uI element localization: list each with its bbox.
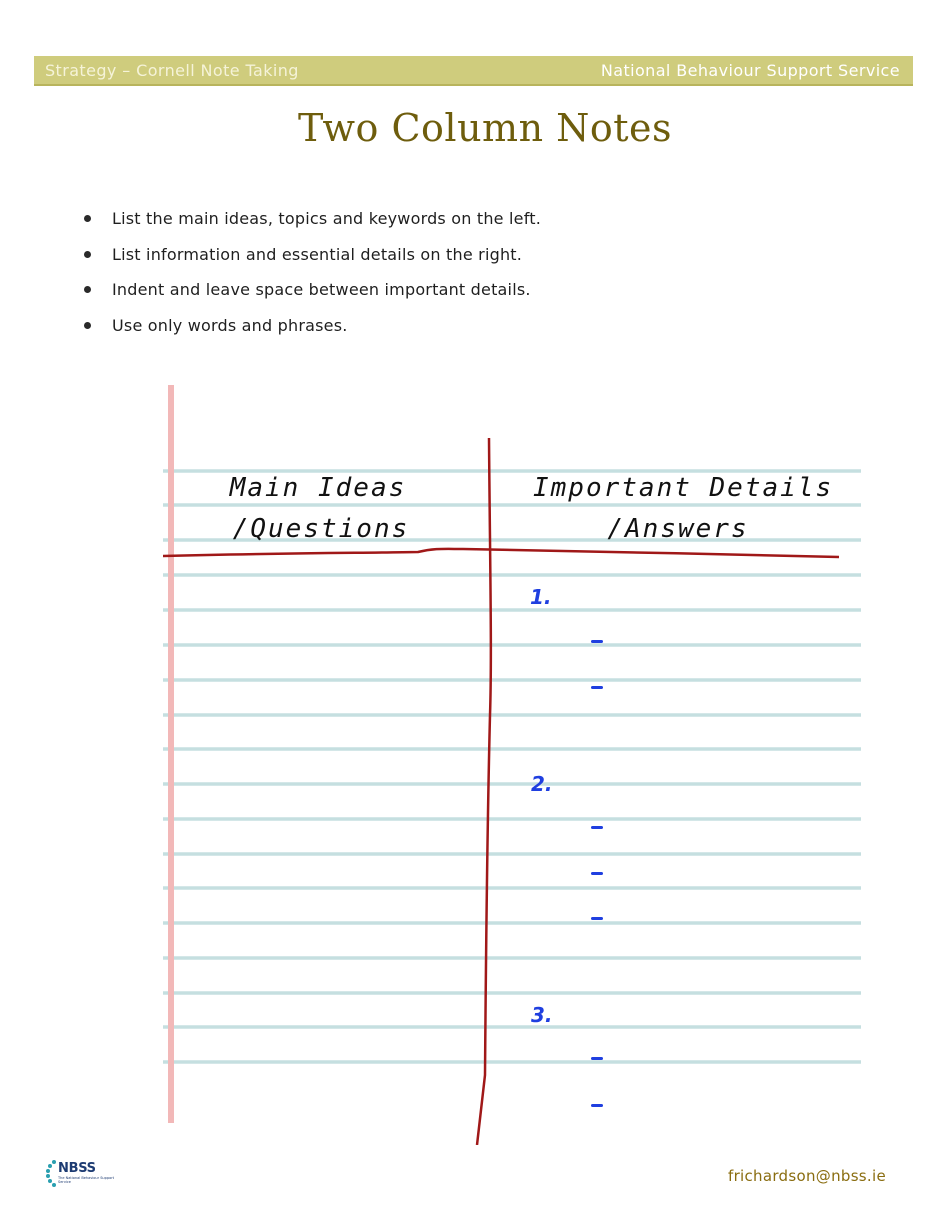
left-heading-line2: /Questions (232, 514, 410, 544)
logo-dots-icon (44, 1157, 58, 1191)
bullet-icon (84, 215, 91, 222)
note-number-1: 1. (530, 585, 552, 609)
logo-tagline: The National Behaviour Support Service (58, 1176, 115, 1184)
dash-mark (591, 640, 603, 643)
list-item: Indent and leave space between important details. (84, 280, 541, 316)
header-strategy-label: Strategy – Cornell Note Taking (45, 61, 299, 80)
ruled-lines (163, 471, 861, 1062)
right-heading-line1: Important Details (533, 473, 834, 503)
list-item: List information and essential details on the right. (84, 245, 541, 281)
page-title: Two Column Notes (297, 106, 673, 150)
vertical-divider (477, 438, 491, 1145)
note-number-2: 2. (531, 772, 553, 796)
dash-mark (591, 1104, 603, 1107)
bullet-icon (84, 251, 91, 258)
margin-line (168, 385, 174, 1123)
header-organization-label: National Behaviour Support Service (600, 61, 900, 80)
footer-email: frichardson@nbss.ie (727, 1167, 886, 1185)
header-bar (34, 56, 913, 86)
instruction-list (84, 209, 541, 351)
bullet-icon (84, 322, 91, 329)
bullet-icon (84, 286, 91, 293)
dash-mark (591, 917, 603, 920)
dash-mark (591, 826, 603, 829)
logo-name: NBSS (58, 1161, 96, 1176)
horizontal-divider (163, 549, 839, 557)
nbss-logo (44, 1157, 116, 1191)
note-number-3: 3. (531, 1003, 553, 1027)
list-item: List the main ideas, topics and keywords on the left. (84, 209, 541, 245)
dash-mark (591, 872, 603, 875)
right-heading-line2: /Answers (607, 514, 749, 544)
dash-mark (591, 686, 603, 689)
left-heading-line1: Main Ideas (229, 473, 407, 503)
list-item: Use only words and phrases. (84, 316, 541, 352)
dash-mark (591, 1057, 603, 1060)
two-column-notes-paper (163, 385, 861, 1125)
